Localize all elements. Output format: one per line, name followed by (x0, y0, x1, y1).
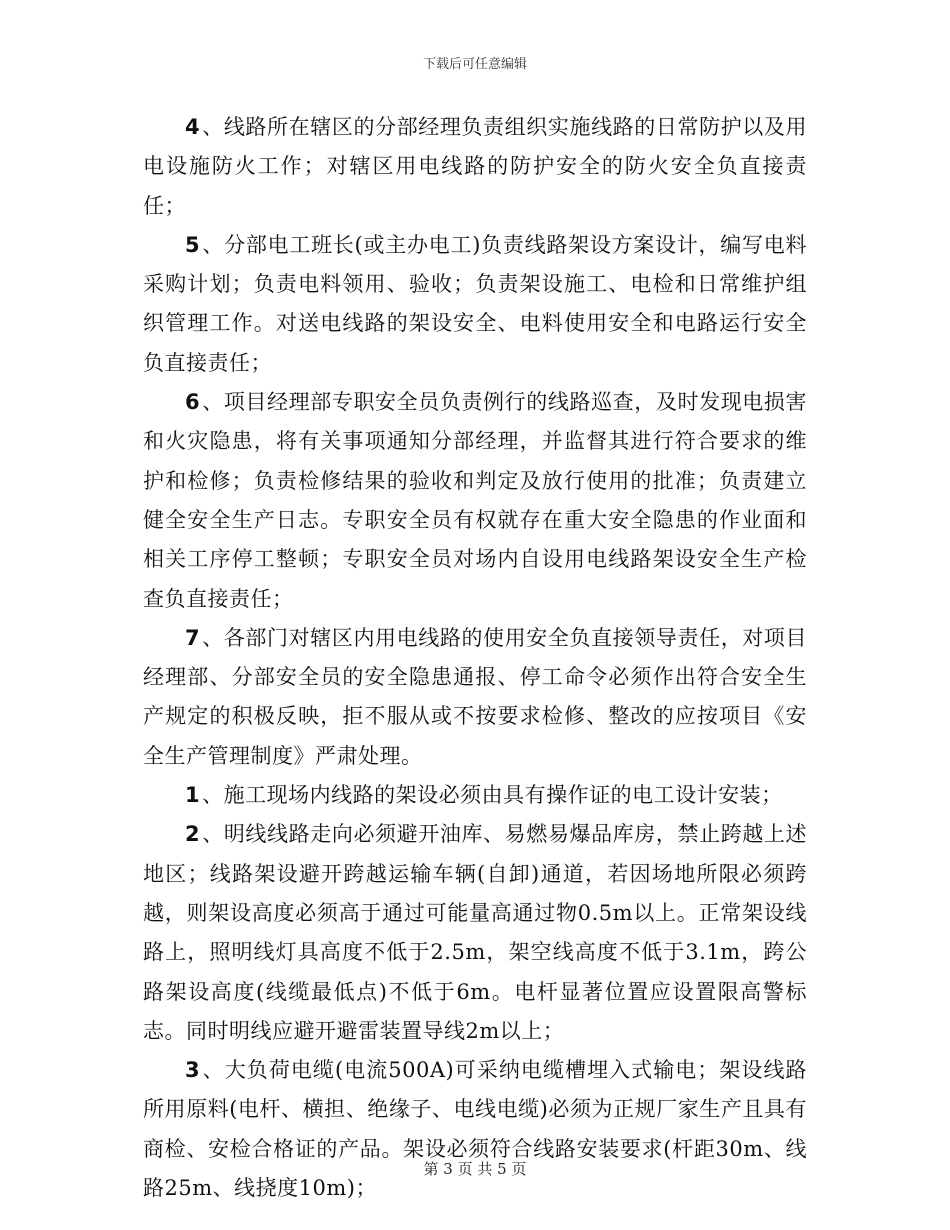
document-body (143, 108, 807, 1208)
item-number: 4 (185, 115, 201, 139)
page-footer: 第 3 页 共 5 页 (423, 1160, 527, 1178)
paragraph-text: 、线路所在辖区的分部经理负责组织实施线路的日常防护以及用电设施防火工作；对辖区用电线路的防护安全的防火安全负直接责任； (143, 115, 807, 218)
paragraph-item-4 (143, 108, 807, 226)
item-number: 7 (185, 625, 201, 650)
item-number: 2 (185, 822, 201, 847)
item-number: 6 (185, 390, 201, 415)
page-header: 下载后可任意编辑 (422, 57, 527, 72)
paragraph-text: 、各部门对辖区内用电线路的使用安全负直接领导责任，对项目经理部、分部安全员的安全隐患通报、停工命令必须作出符合安全生产规定的积极反映，拒不服从或不按要求检修、整改的应按项目《安全生产管理制度》严肃处理。 (143, 625, 807, 768)
paragraph-text: 、大负荷电缆(电流500A)可采纳电缆槽埋入式输电；架设线路所用原料(电杆、横担、绝缘子、电线电缆)必须为正规厂家生产且具有商检、安检合格证的产品。架设必须符合线路安装要求(杆距30m、线路25m、线挠度10m)； (143, 1058, 807, 1201)
paragraph-item-7 (143, 619, 807, 776)
paragraph-text: 、施工现场内线路的架设必须由具有操作证的电工设计安装； (202, 783, 783, 808)
item-number: 5 (185, 232, 201, 257)
item-number: 1 (185, 783, 201, 808)
paragraph-text: 、明线线路走向必须避开油库、易燃易爆品库房，禁止跨越上述地区；线路架设避开跨越运输车辆(自卸)通道，若因场地所限必须跨越，则架设高度必须高于通过可能量高通过物0.5m以上。正常架设线路上，照明线灯具高度不低于2.5m，架空线高度不低于3.1m，跨公路架设高度(线缆最低点)不低于6m。电杆显著位置应设置限高警标志。同时明线应避开避雷装置导线2m以上； (143, 822, 807, 1043)
paragraph-item-3 (143, 1051, 807, 1208)
item-number: 3 (185, 1058, 201, 1083)
paragraph-item-6 (143, 383, 807, 619)
paragraph-text: 、项目经理部专职安全员负责例行的线路巡查，及时发现电损害和火灾隐患，将有关事项通知分部经理，并监督其进行符合要求的维护和检修；负责检修结果的验收和判定及放行使用的批准；负责建立健全安全生产日志。专职安全员有权就存在重大安全隐患的作业面和相关工序停工整顿；专职安全员对场内自设用电线路架设安全生产检查负直接责任； (143, 390, 807, 611)
paragraph-item-1 (143, 776, 807, 815)
paragraph-text: 、分部电工班长(或主办电工)负责线路架设方案设计，编写电料采购计划；负责电料领用、验收；负责架设施工、电检和日常维护组织管理工作。对送电线路的架设安全、电料使用安全和电路运行安全负直接责任； (143, 232, 807, 375)
paragraph-item-5 (143, 226, 807, 383)
paragraph-item-2 (143, 815, 807, 1051)
